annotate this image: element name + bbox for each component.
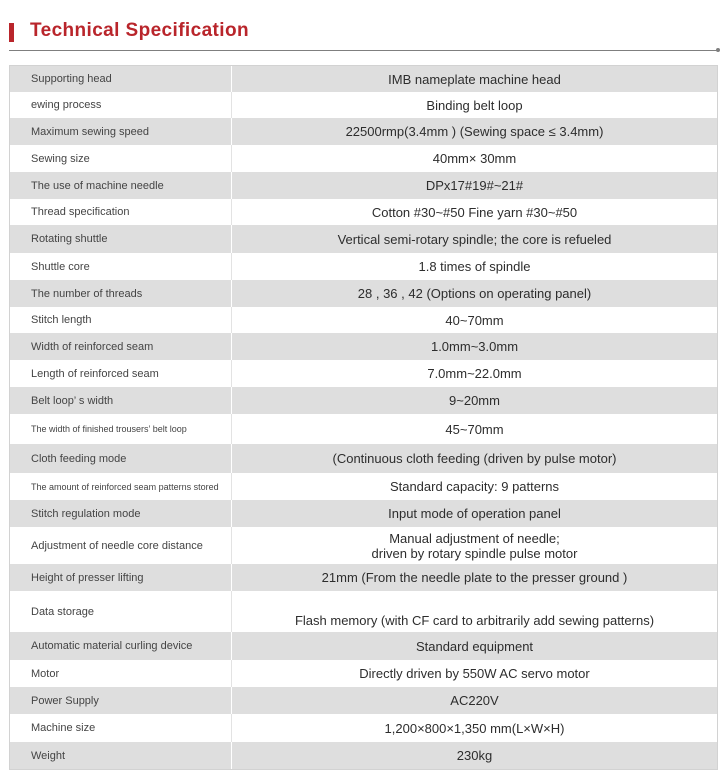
spec-row bbox=[10, 591, 717, 632]
spec-label: Automatic material curling device bbox=[10, 632, 232, 660]
spec-value bbox=[232, 280, 717, 307]
spec-row bbox=[10, 253, 717, 280]
spec-value-line: Standard equipment bbox=[415, 638, 534, 654]
spec-value-line: Directly driven by 550W AC servo motor bbox=[359, 666, 590, 681]
spec-value bbox=[232, 564, 717, 591]
spec-row bbox=[10, 500, 717, 527]
spec-row bbox=[10, 444, 717, 473]
spec-value bbox=[232, 714, 717, 742]
spec-row bbox=[10, 92, 717, 118]
spec-table bbox=[9, 65, 718, 770]
spec-row bbox=[10, 145, 717, 172]
spec-value bbox=[232, 172, 717, 199]
spec-label: The use of machine needle bbox=[10, 172, 232, 199]
spec-row bbox=[10, 660, 717, 687]
spec-value-line: Vertical semi-rotary spindle; the core is refueled bbox=[337, 231, 612, 247]
spec-value-line: 1,200×800×1,350 mm(L×W×H) bbox=[384, 720, 565, 736]
spec-row bbox=[10, 387, 717, 414]
spec-row bbox=[10, 225, 717, 253]
spec-row bbox=[10, 414, 717, 444]
spec-label: Weight bbox=[10, 742, 232, 769]
spec-value bbox=[232, 92, 717, 118]
spec-label: Power Supply bbox=[10, 687, 232, 714]
spec-label: Stitch length bbox=[10, 307, 232, 333]
spec-label: Cloth feeding mode bbox=[10, 444, 232, 473]
spec-label: Belt loop’ s width bbox=[10, 387, 232, 414]
title-accent-bar bbox=[9, 23, 14, 42]
spec-row bbox=[10, 199, 717, 225]
spec-value bbox=[232, 660, 717, 687]
spec-row bbox=[10, 360, 717, 387]
spec-value-line: Input mode of operation panel bbox=[388, 506, 561, 521]
spec-label: ewing process bbox=[10, 92, 232, 118]
spec-row bbox=[10, 66, 717, 92]
spec-label: Machine size bbox=[10, 714, 232, 742]
spec-value bbox=[232, 225, 717, 253]
spec-value bbox=[232, 253, 717, 280]
spec-value-line: DPx17#19#~21# bbox=[425, 178, 524, 193]
spec-row bbox=[10, 564, 717, 591]
spec-value-line: (Continuous cloth feeding (driven by pulse motor) bbox=[332, 451, 617, 466]
spec-value-line: 9~20mm bbox=[449, 393, 500, 408]
spec-label: Height of presser lifting bbox=[10, 564, 232, 591]
spec-value bbox=[232, 199, 717, 225]
spec-value-line: 7.0mm~22.0mm bbox=[427, 366, 522, 381]
spec-label: Adjustment of needle core distance bbox=[10, 527, 232, 564]
spec-value-line: Binding belt loop bbox=[426, 97, 523, 113]
spec-value bbox=[232, 66, 717, 92]
spec-value bbox=[232, 333, 717, 360]
spec-label: Thread specification bbox=[10, 199, 232, 225]
spec-row bbox=[10, 632, 717, 660]
spec-value bbox=[232, 742, 717, 769]
spec-value bbox=[232, 145, 717, 172]
spec-label: Maximum sewing speed bbox=[10, 118, 232, 145]
spec-label: Motor bbox=[10, 660, 232, 687]
spec-label: Width of reinforced seam bbox=[10, 333, 232, 360]
spec-value-line: 28 , 36 , 42 (Options on operating panel) bbox=[357, 286, 592, 301]
spec-value bbox=[232, 473, 717, 500]
spec-label: Sewing size bbox=[10, 145, 232, 172]
spec-row bbox=[10, 527, 717, 564]
spec-row bbox=[10, 172, 717, 199]
spec-value-line: 40mm× 30mm bbox=[432, 151, 517, 166]
spec-value bbox=[232, 687, 717, 714]
spec-value bbox=[232, 591, 717, 632]
spec-value-line: 22500rmp(3.4mm ) (Sewing space ≤ 3.4mm) bbox=[345, 124, 604, 139]
spec-label: Supporting head bbox=[10, 66, 232, 92]
spec-label: The width of finished trousers’ belt loop bbox=[10, 414, 232, 444]
spec-value-line: Flash memory (with CF card to arbitrarily add sewing patterns) bbox=[294, 613, 655, 628]
spec-value-line: IMB nameplate machine head bbox=[388, 71, 561, 87]
spec-value-line: 230kg bbox=[456, 748, 493, 763]
spec-value bbox=[232, 360, 717, 387]
spec-value-line: 21mm (From the needle plate to the presser ground ) bbox=[321, 570, 628, 585]
spec-row bbox=[10, 118, 717, 145]
spec-value bbox=[232, 527, 717, 564]
title-divider bbox=[9, 50, 717, 51]
spec-value bbox=[232, 444, 717, 473]
spec-label: The number of threads bbox=[10, 280, 232, 307]
spec-value-line: AC220V bbox=[450, 693, 499, 708]
spec-row bbox=[10, 714, 717, 742]
spec-label: The amount of reinforced seam patterns stored bbox=[10, 473, 232, 500]
section-header bbox=[0, 0, 726, 60]
spec-value bbox=[232, 307, 717, 333]
spec-value-line: 1.8 times of spindle bbox=[418, 259, 531, 274]
spec-value bbox=[232, 118, 717, 145]
spec-value-line: 1.0mm~3.0mm bbox=[430, 339, 519, 354]
spec-value bbox=[232, 414, 717, 444]
spec-row bbox=[10, 307, 717, 333]
spec-value-line: Standard capacity: 9 patterns bbox=[389, 479, 560, 494]
spec-label: Rotating shuttle bbox=[10, 225, 232, 253]
spec-row bbox=[10, 687, 717, 714]
spec-value-line: Manual adjustment of needle; bbox=[389, 530, 560, 546]
section-title: Technical Specification bbox=[30, 20, 249, 41]
spec-row bbox=[10, 742, 717, 769]
spec-value-line: 40~70mm bbox=[445, 312, 504, 328]
spec-row bbox=[10, 473, 717, 500]
spec-value bbox=[232, 387, 717, 414]
divider-end-dot bbox=[716, 48, 720, 52]
spec-value-line: 45~70mm bbox=[445, 421, 504, 437]
spec-row bbox=[10, 280, 717, 307]
spec-label: Shuttle core bbox=[10, 253, 232, 280]
spec-value-line: Cotton #30~#50 Fine yarn #30~#50 bbox=[371, 204, 578, 220]
spec-value bbox=[232, 500, 717, 527]
spec-row bbox=[10, 333, 717, 360]
spec-label: Length of reinforced seam bbox=[10, 360, 232, 387]
spec-label: Data storage bbox=[10, 591, 232, 632]
spec-value-line: driven by rotary spindle pulse motor bbox=[371, 545, 578, 561]
spec-label: Stitch regulation mode bbox=[10, 500, 232, 527]
spec-value bbox=[232, 632, 717, 660]
